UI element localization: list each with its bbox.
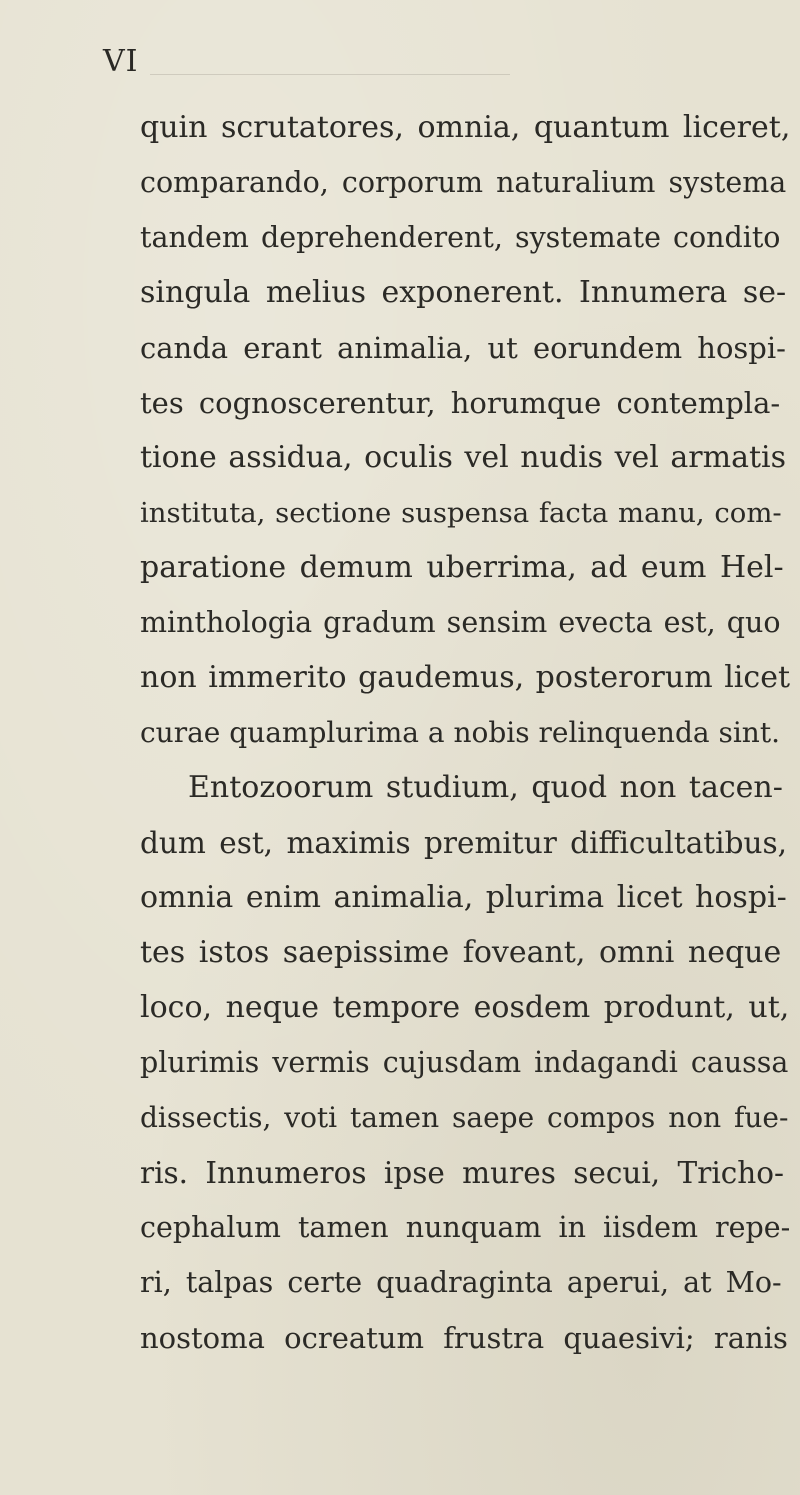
text-line: instituta, sectione suspensa facta manu, com- — [140, 497, 782, 529]
text-line: non immerito gaudemus, posterorum licet — [140, 660, 790, 695]
text-line: plurimis vermis cujusdam indagandi caussa — [140, 1046, 789, 1079]
text-line: tione assidua, oculis vel nudis vel armatis — [140, 440, 787, 475]
text-line: cephalum tamen nunquam in iisdem repe- — [140, 1211, 791, 1244]
page-number: VI — [103, 44, 139, 79]
paragraph-start-line: Entozoorum studium, quod non tacen- — [188, 770, 783, 805]
text-line: ri, talpas certe quadraginta aperui, at Mo- — [140, 1266, 782, 1299]
text-line: nostoma ocreatum frustra quaesivi; ranis — [140, 1321, 788, 1355]
text-line: canda erant animalia, ut eorundem hospi- — [140, 331, 786, 365]
text-line: tandem deprehenderent, systemate condito — [140, 221, 781, 254]
header-rule — [150, 74, 510, 75]
text-line: paratione demum uberrima, ad eum Hel- — [140, 550, 784, 585]
text-line: omnia enim animalia, plurima licet hospi- — [140, 880, 787, 915]
text-line: dum est, maximis premitur difficultatibus, — [140, 826, 787, 860]
text-line: curae quamplurima a nobis relinquenda sint. — [140, 716, 780, 749]
text-line: singula melius exponerent. Innumera se- — [140, 275, 787, 310]
text-line: dissectis, voti tamen saepe compos non fue- — [140, 1101, 789, 1134]
text-line: loco, neque tempore eosdem produnt, ut, — [140, 990, 790, 1025]
text-line: quin scrutatores, omnia, quantum liceret, — [140, 110, 791, 145]
text-line: comparando, corporum naturalium systema — [140, 166, 787, 199]
text-line: tes istos saepissime foveant, omni neque — [140, 935, 782, 970]
text-line: minthologia gradum sensim evecta est, quo — [140, 606, 781, 639]
text-line: ris. Innumeros ipse mures secui, Tricho- — [140, 1156, 785, 1190]
text-line: tes cognoscerentur, horumque contempla- — [140, 386, 781, 420]
